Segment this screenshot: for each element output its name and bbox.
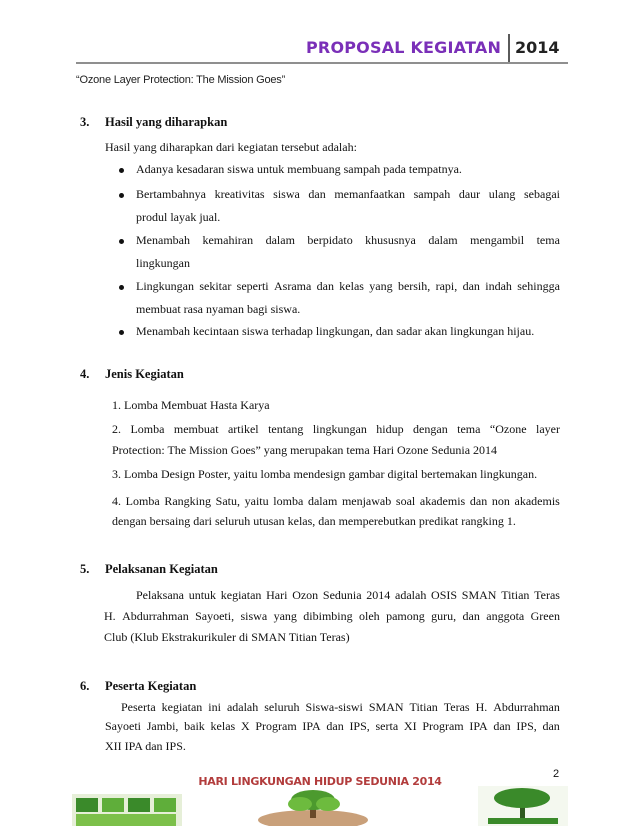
- bullet-dot: [119, 168, 124, 173]
- word: XI: [403, 719, 417, 733]
- section-3-number: 3.: [80, 115, 90, 129]
- word: 2.: [112, 422, 121, 436]
- section-4-item-1: 1. Lomba Membuat Hasta Karya: [112, 398, 270, 412]
- section-3-heading: Hasil yang diharapkan: [105, 115, 228, 129]
- word: kelas: [210, 719, 236, 733]
- section-6-line-3: XII IPA dan IPS.: [105, 739, 186, 753]
- word: SMAN: [461, 588, 497, 602]
- section-4-item-4-line-1: [112, 494, 560, 509]
- word: siswa: [240, 609, 268, 623]
- word: lomba: [273, 494, 304, 508]
- word: Rangking: [164, 494, 211, 508]
- word: Lomba: [130, 422, 165, 436]
- document-title: PROPOSAL KEGIATAN: [306, 38, 502, 57]
- word: Titian: [501, 588, 530, 602]
- word: adalah: [395, 588, 427, 602]
- word: kegiatan: [220, 588, 262, 602]
- section-3-bullet-4-line-2: membuat rasa nyaman bagi siswa.: [136, 302, 301, 316]
- word: Sayoeti: [105, 719, 141, 733]
- word: Pelaksana: [136, 588, 184, 602]
- word: dengan: [413, 422, 448, 436]
- word: ini: [208, 700, 221, 714]
- word: Program: [422, 719, 464, 733]
- section-3-intro: Hasil yang diharapkan dari kegiatan tersebut adalah:: [105, 140, 357, 154]
- hands-tree-image: [248, 790, 378, 826]
- word: H.: [104, 609, 116, 623]
- section-3-bullet-3-line-2: lingkungan: [136, 256, 190, 270]
- word: menjawab: [341, 494, 392, 508]
- word: Teras: [443, 700, 470, 714]
- section-6-number: 6.: [80, 679, 90, 693]
- word: non: [491, 494, 510, 508]
- word: tentang: [268, 422, 304, 436]
- word: bersih,: [397, 279, 431, 293]
- word: Peserta: [121, 700, 156, 714]
- word: sampah: [413, 187, 451, 201]
- word: dalam: [307, 494, 338, 508]
- word: Lomba: [125, 494, 160, 508]
- word: IPA: [469, 719, 488, 733]
- word: tema: [536, 233, 560, 247]
- word: IPS,: [349, 719, 370, 733]
- green-works-logo: [478, 786, 568, 826]
- word: daur: [458, 187, 481, 201]
- word: dalam: [265, 233, 295, 247]
- word: IPA: [302, 719, 321, 733]
- word: Menambah: [136, 233, 190, 247]
- word: dan: [308, 187, 326, 201]
- word: Bertambahnya: [136, 187, 206, 201]
- green-club-logo: [72, 786, 182, 826]
- word: oleh: [359, 609, 380, 623]
- word: soal: [395, 494, 416, 508]
- section-6-line-2: [105, 719, 560, 734]
- word: Lingkungan: [136, 279, 194, 293]
- word: “Ozone: [489, 422, 527, 436]
- word: indah: [485, 279, 512, 293]
- word: Siswa-siswi: [305, 700, 363, 714]
- word: akademis: [514, 494, 560, 508]
- word: yaitu: [244, 494, 269, 508]
- header-separator: [508, 34, 510, 64]
- word: untuk: [188, 588, 217, 602]
- word: Jambi,: [146, 719, 179, 733]
- word: IPS,: [516, 719, 537, 733]
- word: yang: [369, 279, 393, 293]
- word: baik: [184, 719, 205, 733]
- word: pamong: [386, 609, 425, 623]
- word: siswa: [273, 187, 300, 201]
- word: sekitar: [199, 279, 232, 293]
- word: yang: [273, 609, 297, 623]
- word: dan: [316, 279, 334, 293]
- word: X: [240, 719, 250, 733]
- word: Abdurrahman: [493, 700, 560, 714]
- section-4-heading: Jenis Kegiatan: [105, 367, 184, 381]
- word: kemahiran: [202, 233, 254, 247]
- section-4-item-4-line-2: dengan bersaing dari seluruh utusan kelas, dan memperebutkan predikat rangking 1.: [112, 514, 516, 528]
- word: sehingga: [517, 279, 560, 293]
- bullet-dot: [119, 193, 124, 198]
- word: seluruh: [264, 700, 300, 714]
- section-3-bullet-1: Adanya kesadaran siswa untuk membuang sampah pada tempatnya.: [136, 162, 462, 176]
- word: OSIS: [431, 588, 458, 602]
- section-6-line-1: [121, 700, 560, 715]
- section-4-item-2-line-1: [112, 422, 560, 437]
- word: Program: [255, 719, 297, 733]
- word: seperti: [236, 279, 269, 293]
- word: Abdurrahman: [122, 609, 189, 623]
- document-year: 2014: [515, 38, 560, 57]
- word: dan: [462, 279, 480, 293]
- section-5-number: 5.: [80, 562, 90, 576]
- section-4-item-2-line-2: Protection: The Mission Goes” yang merupakan tema Hari Ozone Sedunia 2014: [112, 443, 498, 457]
- section-5-line-2: [104, 609, 560, 624]
- word: dan: [462, 609, 480, 623]
- word: mengambil: [470, 233, 525, 247]
- section-6-heading: Peserta Kegiatan: [105, 679, 197, 693]
- word: dan: [493, 719, 511, 733]
- section-5-line-3: Club (Klub Ekstrakurikuler di SMAN Titian Teras): [104, 630, 350, 644]
- word: SMAN: [368, 700, 404, 714]
- word: guru,: [431, 609, 457, 623]
- word: Satu,: [215, 494, 240, 508]
- word: dan: [542, 719, 560, 733]
- section-5-heading: Pelaksanan Kegiatan: [105, 562, 218, 576]
- word: artikel: [227, 422, 259, 436]
- word: Green: [530, 609, 560, 623]
- word: Asrama: [273, 279, 312, 293]
- word: 2014: [366, 588, 391, 602]
- word: khususnya: [365, 233, 416, 247]
- word: Titian: [409, 700, 438, 714]
- section-3-bullet-4-line-1: [136, 279, 560, 294]
- word: ulang: [488, 187, 516, 201]
- word: memanfaatkan: [334, 187, 405, 201]
- word: dan: [469, 494, 488, 508]
- word: anggota: [486, 609, 525, 623]
- section-3-bullet-2-line-2: produl layak jual.: [136, 210, 221, 224]
- word: Sayoeti,: [195, 609, 235, 623]
- word: tema: [457, 422, 481, 436]
- word: Ozon: [292, 588, 319, 602]
- word: serta: [375, 719, 399, 733]
- word: dibimbing: [303, 609, 353, 623]
- word: lingkungan: [312, 422, 367, 436]
- word: 4.: [112, 494, 121, 508]
- word: adalah: [226, 700, 259, 714]
- bullet-dot: [119, 285, 124, 290]
- document-subtitle: “Ozone Layer Protection: The Mission Goes”: [76, 74, 286, 86]
- section-5-line-1: [136, 588, 560, 603]
- word: dalam: [428, 233, 458, 247]
- word: kreativitas: [214, 187, 265, 201]
- word: akademis: [419, 494, 466, 508]
- word: H.: [475, 700, 488, 714]
- word: layer: [536, 422, 560, 436]
- word: Hari: [266, 588, 288, 602]
- section-3-bullet-3-line-1: [136, 233, 560, 248]
- bullet-dot: [119, 330, 124, 335]
- section-4-number: 4.: [80, 367, 90, 381]
- word: sebagai: [524, 187, 560, 201]
- word: berpidato: [307, 233, 353, 247]
- word: hidup: [376, 422, 404, 436]
- header-rule: [76, 62, 568, 64]
- page-number: 2: [553, 768, 560, 780]
- word: Teras: [534, 588, 560, 602]
- section-3-bullet-5: Menambah kecintaan siswa terhadap lingkungan, dan sadar akan lingkungan hijau.: [136, 324, 535, 338]
- bullet-dot: [119, 239, 124, 244]
- word: rapi,: [435, 279, 458, 293]
- word: kegiatan: [161, 700, 203, 714]
- footer-banner-text: HARI LINGKUNGAN HIDUP SEDUNIA 2014: [198, 775, 442, 788]
- word: dan: [326, 719, 344, 733]
- section-4-item-3: 3. Lomba Design Poster, yaitu lomba mendesign gambar digital bertemakan lingkungan.: [112, 467, 538, 481]
- word: Sedunia: [322, 588, 362, 602]
- section-3-bullet-2-line-1: [136, 187, 560, 202]
- word: membuat: [173, 422, 219, 436]
- word: kelas: [339, 279, 364, 293]
